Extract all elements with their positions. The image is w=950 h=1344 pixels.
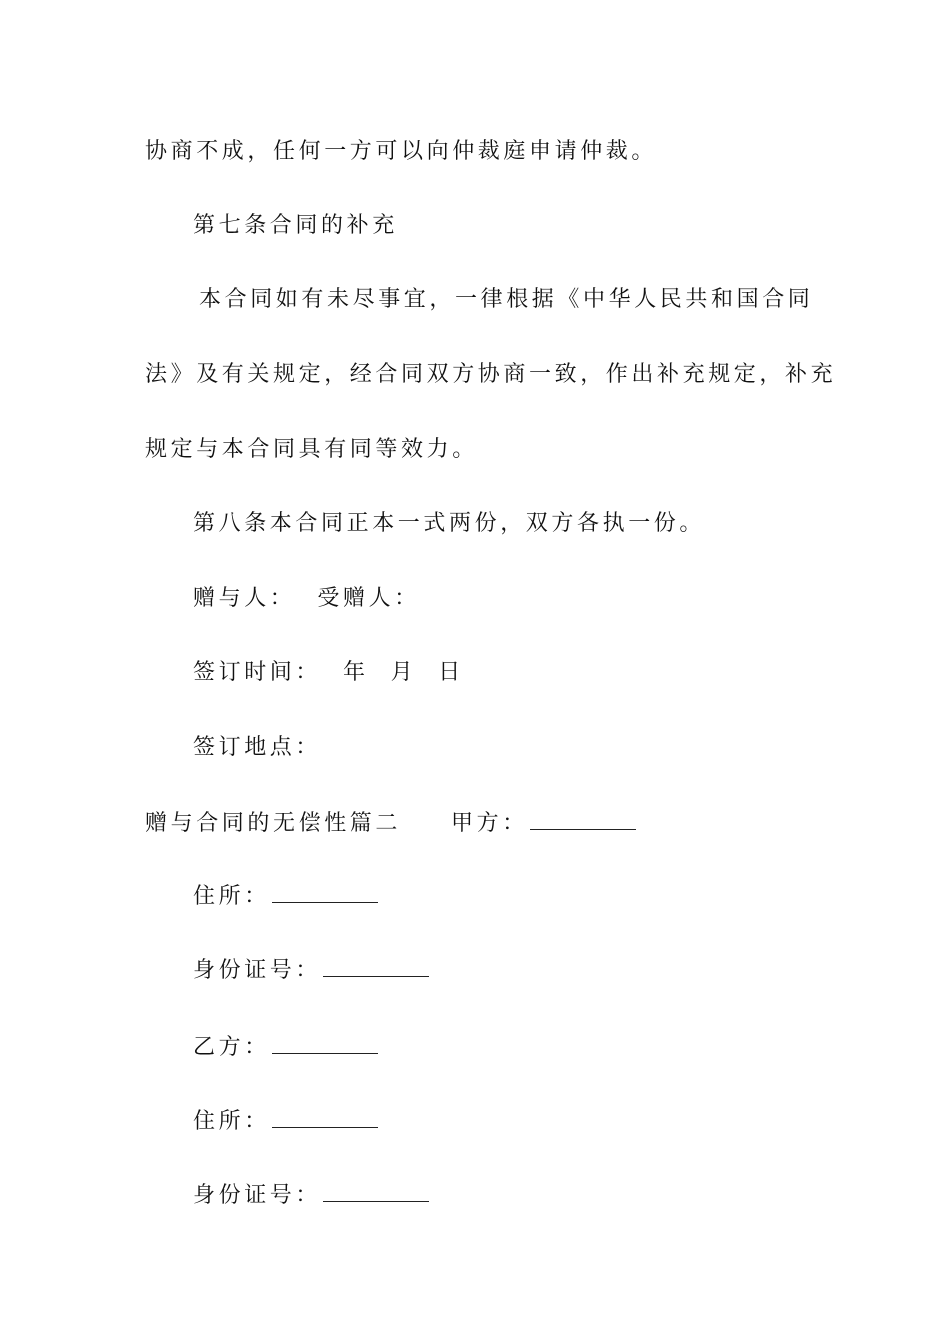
party-a-address-blank	[272, 882, 378, 903]
signatories-line	[193, 584, 863, 614]
day-label: 日	[438, 660, 464, 685]
article7-paragraph-line-2	[145, 360, 837, 390]
article8-text: 第八条本合同正本一式两份，双方各执一份。	[193, 511, 706, 536]
article8-line	[193, 509, 863, 539]
section2-title-line	[145, 809, 815, 839]
article7-text-1: 本合同如有未尽事宜，一律根据《中华人民共和国合同	[199, 287, 814, 312]
party-a-address-label: 住所：	[193, 884, 270, 909]
party-b-address-line	[193, 1107, 863, 1137]
article7-paragraph-line-3	[145, 435, 815, 465]
sign-time-label: 签订时间：	[193, 660, 322, 685]
party-b-address-blank	[272, 1107, 378, 1128]
party-b-label: 乙方：	[193, 1035, 270, 1060]
arbitration-line	[145, 137, 815, 167]
party-b-id-label: 身份证号：	[193, 1183, 322, 1208]
sign-place-label: 签订地点：	[193, 735, 322, 760]
article7-text-3: 规定与本合同具有同等效力。	[145, 437, 478, 462]
sign-place-line	[193, 733, 863, 763]
donee-label: 受赠人：	[317, 586, 420, 611]
article7-heading-text: 第七条合同的补充	[193, 213, 398, 238]
section2-title: 赠与合同的无偿性篇二	[145, 811, 402, 836]
year-label: 年	[343, 660, 369, 685]
party-a-id-blank	[323, 956, 429, 977]
donor-label: 赠与人：	[193, 586, 296, 611]
party-a-blank	[530, 809, 636, 830]
party-b-id-blank	[323, 1181, 429, 1202]
sign-time-line	[193, 658, 863, 688]
party-b-address-label: 住所：	[193, 1109, 270, 1134]
article7-text-2: 法》及有关规定，经合同双方协商一致，作出补充规定，补充	[145, 362, 837, 387]
article7-heading	[193, 211, 863, 241]
arbitration-text: 协商不成，任何一方可以向仲裁庭申请仲裁。	[145, 139, 658, 164]
party-a-id-label: 身份证号：	[193, 958, 322, 983]
party-a-address-line	[193, 882, 863, 912]
party-a-label: 甲方：	[451, 811, 528, 836]
party-b-id-line	[193, 1181, 863, 1211]
party-b-line	[193, 1033, 863, 1063]
article7-paragraph-line-1	[199, 285, 869, 315]
month-label: 月	[390, 660, 417, 685]
party-b-blank	[272, 1033, 378, 1054]
party-a-id-line	[193, 956, 863, 986]
